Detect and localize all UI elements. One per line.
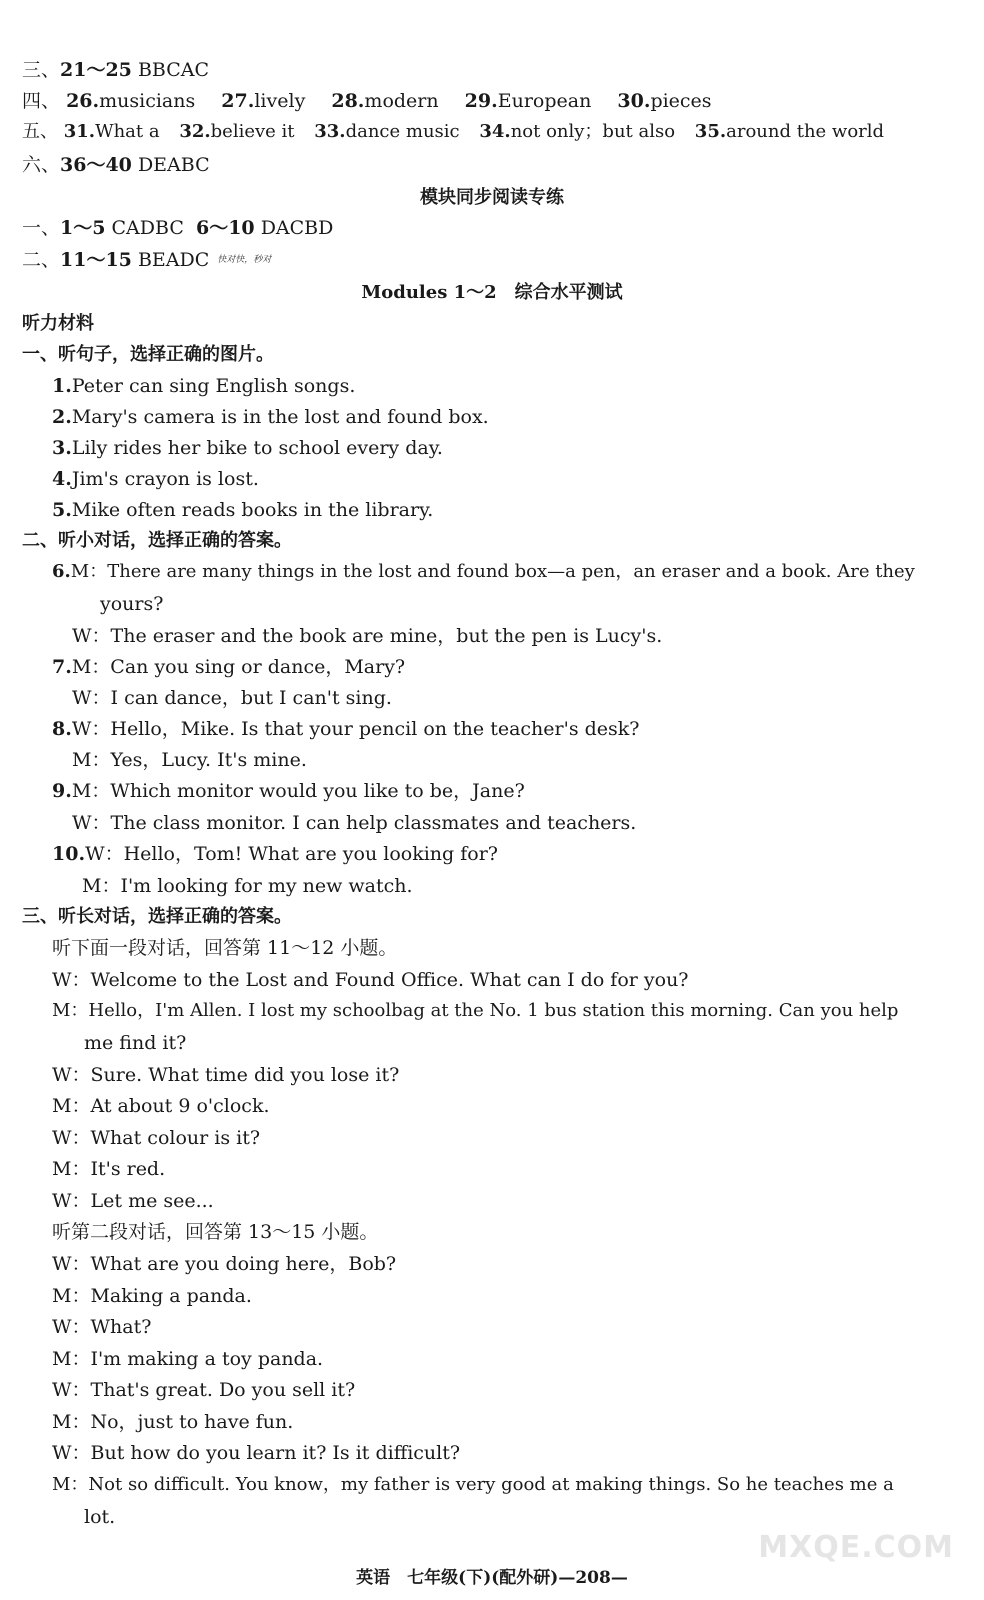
item-number: 5. [52,499,72,521]
test-title: Modules 1～2 综合水平测试 [361,282,623,303]
item-number: 28. [331,90,365,112]
dialog-6-line-2: yours? [100,593,164,615]
reading-title: 模块同步阅读专练 [420,187,564,208]
dialog-8-line-2: M：Yes，Lucy. It's mine. [72,749,307,771]
prefix: 五、 [22,121,58,142]
item-text: pieces [650,90,712,112]
dialog-7-line-1 [52,655,405,679]
item-number: 2. [52,406,72,428]
range: 1～5 [60,217,106,239]
answer-line-36-40 [22,153,210,177]
item-text: musicians [99,90,196,112]
watermark: MXQE.COM [758,1530,954,1565]
item-number: 30. [617,90,651,112]
dialog-10-line-2: M：I'm looking for my new watch. [82,875,413,897]
item-text: around the world [726,121,885,142]
item-text: modern [364,90,439,112]
item-text: believe it [210,121,295,142]
conversation-line: M：It's red. [52,1158,166,1180]
item-text: not only；but also [510,121,676,142]
range: 21～25 [60,59,132,81]
answer-text: DEABC [137,154,210,176]
section-3-heading: 三、听长对话，选择正确的答案。 [22,906,292,927]
conversation-line: M：No，just to have fun. [52,1411,294,1433]
prefix: 四、 [22,90,61,112]
range: 36～40 [60,154,132,176]
sentence-3 [52,436,443,460]
reading-line-2 [22,248,271,272]
item-number: 33. [314,121,346,142]
answer-text: BEADC [137,249,210,271]
conversation-line: W：Welcome to the Lost and Found Office. What can I do for you? [52,969,689,991]
conversation-line: me find it? [84,1032,187,1054]
item-number: 6. [52,561,71,582]
dialog-9-line-2: W：The class monitor. I can help classmates and teachers. [72,812,637,834]
item-number: 4. [52,468,72,490]
listening-material-heading: 听力材料 [22,313,94,334]
conversation-line: M：At about 9 o'clock. [52,1095,270,1117]
range: 6～10 [195,217,255,239]
item-text: What a [95,121,160,142]
conversation-line: M：Making a panda. [52,1285,252,1307]
item-number: 29. [464,90,498,112]
item-number: 34. [479,121,511,142]
dialog-7-line-2: W：I can dance，but I can't sing. [72,687,392,709]
item-text: M：Can you sing or dance，Mary? [71,656,406,678]
sentence-4 [52,467,259,491]
reading-line-1 [22,216,333,240]
item-number: 35. [694,121,727,142]
item-number: 8. [52,718,72,740]
answer-text: BBCAC [137,59,210,81]
conversation-line: W：What? [52,1316,152,1338]
item-number: 7. [52,656,72,678]
handwritten-note: 快对快，秒对 [217,255,272,265]
item-number: 9. [52,780,72,802]
conversation-line: W：But how do you learn it? Is it difficult? [52,1442,461,1464]
item-text: Mary's camera is in the lost and found box. [71,406,489,428]
dialog-6-line-1 [52,560,915,584]
conversation-line: M：Hello，I'm Allen. I lost my schoolbag at the No. 1 bus station this morning. Can you help [52,1000,899,1021]
page-footer: 英语 七年级(下)(配外研)—208— [356,1568,628,1588]
dialog-8-line-1 [52,717,639,741]
dialog-10-line-1 [52,842,498,866]
answer-line-21-25 [22,58,209,82]
prefix: 三、 [22,59,61,81]
item-number: 10. [52,843,86,865]
item-text: European [497,90,592,112]
answer-text: CADBC [111,217,184,239]
item-number: 31. [63,121,96,142]
prefix: 一、 [22,217,61,239]
sentence-1 [52,374,355,398]
item-text: dance music [345,121,460,142]
item-text: M：Which monitor would you like to be，Jane? [71,780,525,802]
section-1-heading: 一、听句子，选择正确的图片。 [22,344,274,365]
item-text: Lily rides her bike to school every day. [71,437,443,459]
item-text: Peter can sing English songs. [71,375,356,397]
conversation-line: W：Sure. What time did you lose it? [52,1064,400,1086]
conversation-intro-2: 听第二段对话，回答第 13～15 小题。 [52,1221,379,1243]
conversation-line: M：I'm making a toy panda. [52,1348,324,1370]
dialog-9-line-1 [52,779,525,803]
item-number: 1. [52,375,72,397]
item-text: Jim's crayon is lost. [71,468,259,490]
answer-line-26-30 [22,89,732,113]
item-text: W：Hello，Mike. Is that your pencil on the teacher's desk? [71,718,640,740]
item-number: 3. [52,437,72,459]
prefix: 二、 [22,249,61,271]
conversation-line: W：Let me see... [52,1190,214,1212]
item-text: W：Hello，Tom! What are you looking for? [85,843,498,865]
section-2-heading: 二、听小对话，选择正确的答案。 [22,530,292,551]
conversation-line: W：What are you doing here，Bob? [52,1253,397,1275]
item-number: 26. [66,90,100,112]
prefix: 六、 [22,154,61,176]
conversation-line: lot. [84,1506,116,1528]
item-number: 32. [179,121,211,142]
conversation-intro-1: 听下面一段对话，回答第 11～12 小题。 [52,937,398,959]
item-number: 27. [221,90,255,112]
conversation-line: M：Not so difficult. You know，my father is very good at making things. So he teaches me a [52,1474,894,1495]
item-text: Mike often reads books in the library. [71,499,434,521]
item-text: lively [254,90,306,112]
conversation-line: W：What colour is it? [52,1127,261,1149]
answer-text: DACBD [260,217,334,239]
item-text: M：There are many things in the lost and found box—a pen，an eraser and a book. Are they [70,561,915,582]
sentence-5 [52,498,433,522]
dialog-6-line-3: W：The eraser and the book are mine，but the pen is Lucy's. [72,625,663,647]
range: 11～15 [60,249,132,271]
answer-line-31-35 [22,120,884,144]
sentence-2 [52,405,489,429]
conversation-line: W：That's great. Do you sell it? [52,1379,356,1401]
